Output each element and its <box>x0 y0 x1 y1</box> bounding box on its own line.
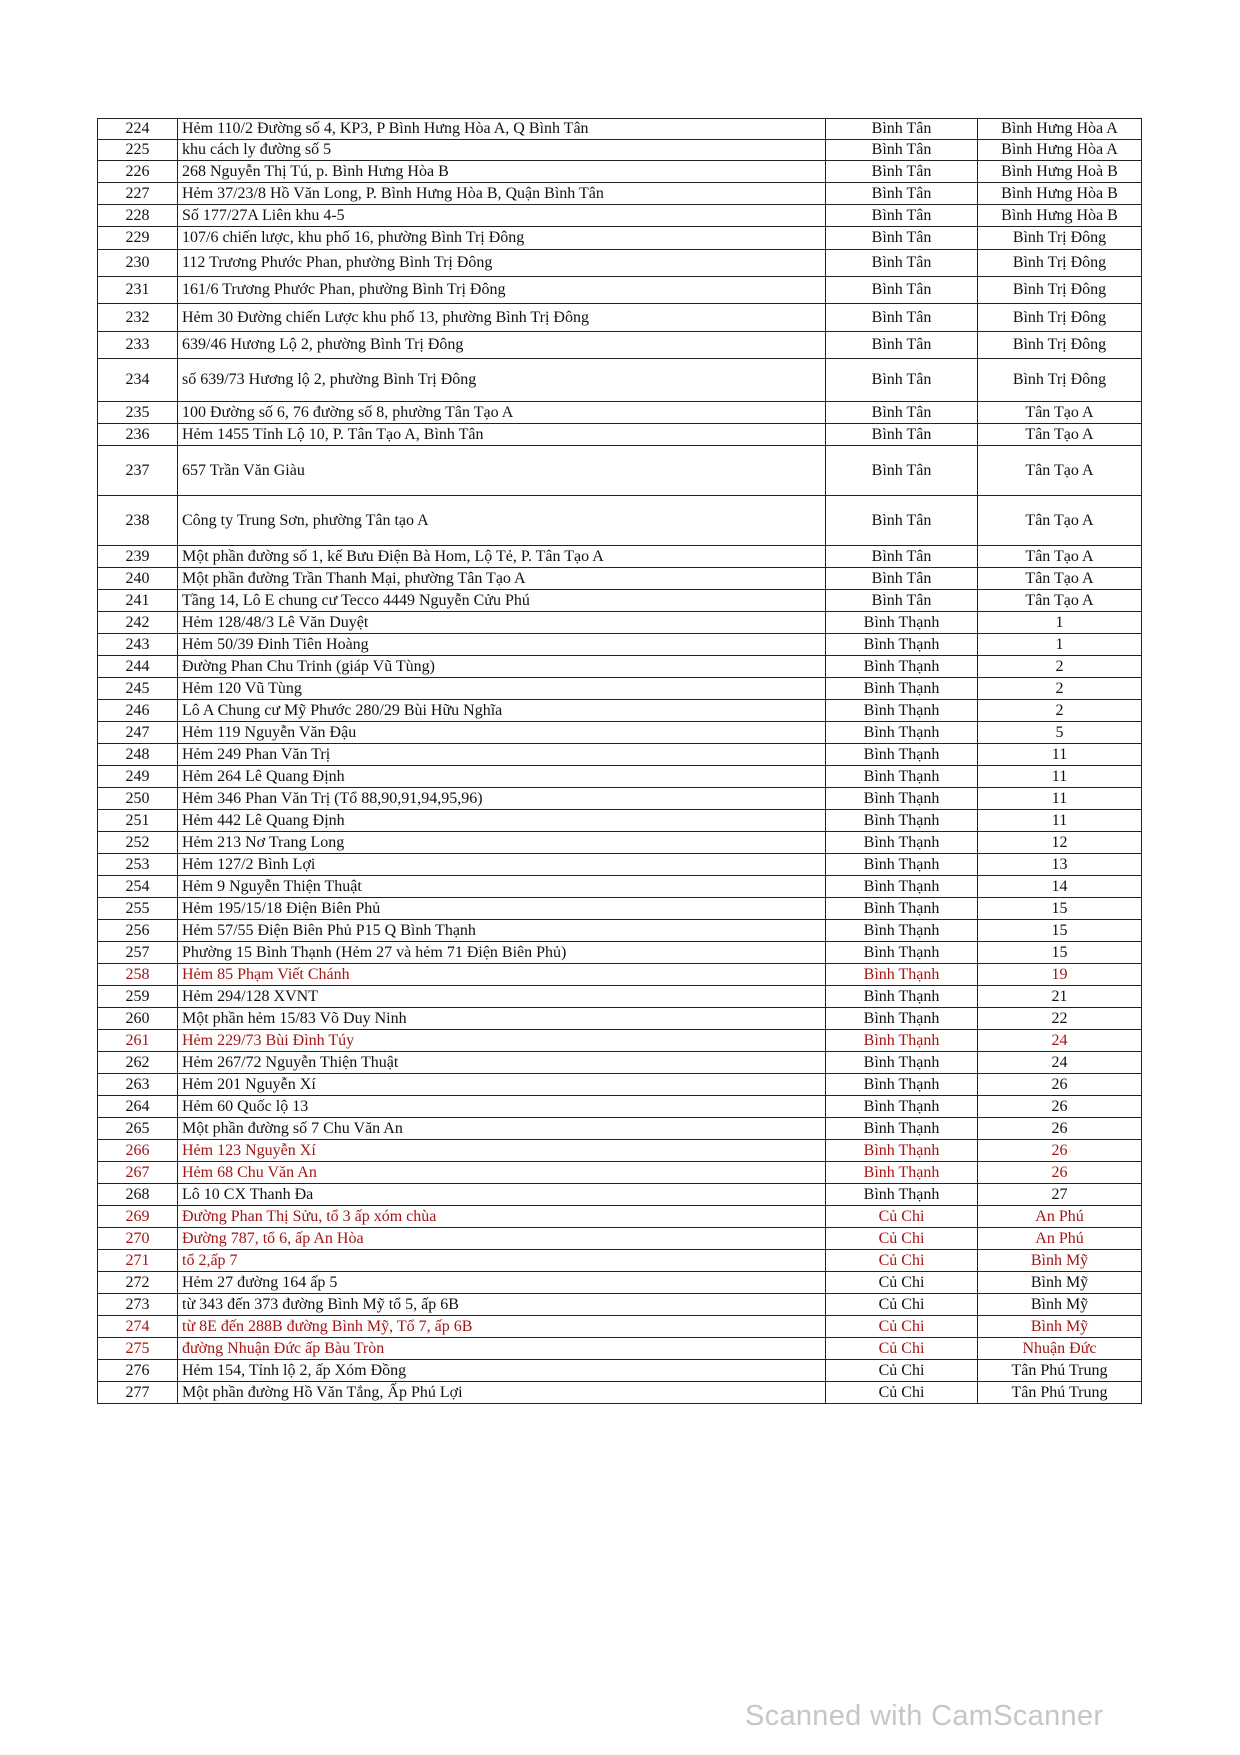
row-ward: Bình Hưng Hòa B <box>978 205 1142 227</box>
table-row <box>98 656 1142 678</box>
row-address: Hẻm 120 Vũ Tùng <box>178 678 826 700</box>
table-row <box>98 1316 1142 1338</box>
row-ward: 26 <box>978 1162 1142 1184</box>
row-district: Bình Thạnh <box>826 964 978 986</box>
row-number: 226 <box>98 161 178 183</box>
row-ward: Bình Hưng Hòa A <box>978 119 1142 140</box>
row-district: Bình Thạnh <box>826 1096 978 1118</box>
table-row <box>98 766 1142 788</box>
row-district: Bình Thạnh <box>826 1052 978 1074</box>
table-row <box>98 1074 1142 1096</box>
row-number: 236 <box>98 424 178 446</box>
table-row <box>98 722 1142 744</box>
row-address: 639/46 Hương Lộ 2, phường Bình Trị Đông <box>178 332 826 359</box>
row-ward: Tân Tạo A <box>978 496 1142 546</box>
row-address: Hẻm 119 Nguyễn Văn Đậu <box>178 722 826 744</box>
row-district: Bình Tân <box>826 546 978 568</box>
row-address: Hẻm 128/48/3 Lê Văn Duyệt <box>178 612 826 634</box>
row-address: Đường 787, tổ 6, ấp An Hòa <box>178 1228 826 1250</box>
row-number: 251 <box>98 810 178 832</box>
row-address: Hẻm 9 Nguyễn Thiện Thuật <box>178 876 826 898</box>
row-district: Bình Thạnh <box>826 1008 978 1030</box>
row-ward: 26 <box>978 1118 1142 1140</box>
row-ward: Bình Hưng Hòa B <box>978 183 1142 205</box>
table-row <box>98 876 1142 898</box>
row-address: Hẻm 127/2 Bình Lợi <box>178 854 826 876</box>
row-ward: Bình Hưng Hòa A <box>978 140 1142 161</box>
row-district: Bình Tân <box>826 496 978 546</box>
row-ward: 11 <box>978 810 1142 832</box>
row-ward: Bình Mỹ <box>978 1272 1142 1294</box>
row-district: Bình Tân <box>826 332 978 359</box>
table-row <box>98 1272 1142 1294</box>
row-number: 259 <box>98 986 178 1008</box>
row-number: 253 <box>98 854 178 876</box>
row-district: Bình Tân <box>826 359 978 402</box>
row-address: đường Nhuận Đức ấp Bàu Tròn <box>178 1338 826 1360</box>
table-row <box>98 1030 1142 1052</box>
row-district: Bình Thạnh <box>826 810 978 832</box>
row-address: 107/6 chiến lược, khu phố 16, phường Bình Trị Đông <box>178 227 826 250</box>
table-row <box>98 1206 1142 1228</box>
row-district: Bình Tân <box>826 119 978 140</box>
row-district: Bình Thạnh <box>826 656 978 678</box>
table-row <box>98 183 1142 205</box>
row-number: 254 <box>98 876 178 898</box>
row-ward: Bình Trị Đông <box>978 304 1142 332</box>
row-number: 239 <box>98 546 178 568</box>
table-row <box>98 119 1142 140</box>
table-row <box>98 1096 1142 1118</box>
row-ward: 11 <box>978 744 1142 766</box>
table-body <box>98 119 1142 1404</box>
row-number: 232 <box>98 304 178 332</box>
row-district: Bình Thạnh <box>826 1162 978 1184</box>
row-number: 247 <box>98 722 178 744</box>
table-row <box>98 810 1142 832</box>
row-district: Bình Thạnh <box>826 942 978 964</box>
row-number: 274 <box>98 1316 178 1338</box>
row-ward: Tân Tạo A <box>978 546 1142 568</box>
row-number: 224 <box>98 119 178 140</box>
row-district: Bình Tân <box>826 140 978 161</box>
row-ward: Tân Tạo A <box>978 568 1142 590</box>
row-ward: 22 <box>978 1008 1142 1030</box>
row-ward: An Phú <box>978 1228 1142 1250</box>
row-ward: Tân Tạo A <box>978 446 1142 496</box>
row-district: Bình Thạnh <box>826 854 978 876</box>
row-address: Hẻm 57/55 Điện Biên Phủ P15 Q Bình Thạnh <box>178 920 826 942</box>
row-number: 260 <box>98 1008 178 1030</box>
row-ward: Tân Phú Trung <box>978 1382 1142 1404</box>
row-ward: 2 <box>978 700 1142 722</box>
table-row <box>98 832 1142 854</box>
row-address: Hẻm 267/72 Nguyễn Thiện Thuật <box>178 1052 826 1074</box>
row-address: Hẻm 85 Phạm Viết Chánh <box>178 964 826 986</box>
row-address: 161/6 Trương Phước Phan, phường Bình Trị Đông <box>178 277 826 304</box>
row-district: Bình Thạnh <box>826 788 978 810</box>
row-number: 237 <box>98 446 178 496</box>
row-number: 261 <box>98 1030 178 1052</box>
row-district: Bình Thạnh <box>826 920 978 942</box>
row-district: Củ Chi <box>826 1338 978 1360</box>
row-ward: Nhuận Đức <box>978 1338 1142 1360</box>
row-district: Củ Chi <box>826 1228 978 1250</box>
row-ward: 13 <box>978 854 1142 876</box>
row-address: Một phần đường Hồ Văn Tắng, Ấp Phú Lợi <box>178 1382 826 1404</box>
row-district: Bình Tân <box>826 304 978 332</box>
row-address: Đường Phan Chu Trinh (giáp Vũ Tùng) <box>178 656 826 678</box>
row-address: Hẻm 123 Nguyễn Xí <box>178 1140 826 1162</box>
row-ward: Bình Trị Đông <box>978 359 1142 402</box>
row-ward: 14 <box>978 876 1142 898</box>
row-ward: 15 <box>978 920 1142 942</box>
row-district: Củ Chi <box>826 1294 978 1316</box>
row-address: Hẻm 264 Lê Quang Định <box>178 766 826 788</box>
table-row <box>98 568 1142 590</box>
row-district: Bình Thạnh <box>826 766 978 788</box>
row-ward: 11 <box>978 788 1142 810</box>
row-district: Bình Thạnh <box>826 876 978 898</box>
row-number: 268 <box>98 1184 178 1206</box>
row-address: 100 Đường số 6, 76 đường số 8, phường Tân Tạo A <box>178 402 826 424</box>
row-number: 258 <box>98 964 178 986</box>
table-row <box>98 1360 1142 1382</box>
row-district: Bình Tân <box>826 161 978 183</box>
row-address: Tầng 14, Lô E chung cư Tecco 4449 Nguyễn Cửu Phú <box>178 590 826 612</box>
table-row <box>98 1140 1142 1162</box>
row-district: Bình Thạnh <box>826 1074 978 1096</box>
table-row <box>98 678 1142 700</box>
row-address: Hẻm 27 đường 164 ấp 5 <box>178 1272 826 1294</box>
row-number: 238 <box>98 496 178 546</box>
row-district: Bình Thạnh <box>826 1030 978 1052</box>
row-number: 233 <box>98 332 178 359</box>
row-district: Củ Chi <box>826 1272 978 1294</box>
table-row <box>98 1382 1142 1404</box>
row-address: Hẻm 346 Phan Văn Trị (Tổ 88,90,91,94,95,96) <box>178 788 826 810</box>
row-ward: Bình Trị Đông <box>978 227 1142 250</box>
row-ward: Bình Trị Đông <box>978 277 1142 304</box>
table-row <box>98 1294 1142 1316</box>
table-row <box>98 590 1142 612</box>
row-ward: Bình Trị Đông <box>978 332 1142 359</box>
table-row <box>98 986 1142 1008</box>
row-district: Bình Thạnh <box>826 700 978 722</box>
row-ward: Bình Hưng Hoà B <box>978 161 1142 183</box>
row-district: Củ Chi <box>826 1250 978 1272</box>
row-ward: 26 <box>978 1140 1142 1162</box>
row-address: Hẻm 60 Quốc lộ 13 <box>178 1096 826 1118</box>
row-address: Hẻm 195/15/18 Điện Biên Phủ <box>178 898 826 920</box>
row-district: Bình Tân <box>826 424 978 446</box>
table-row <box>98 788 1142 810</box>
row-address: Hẻm 37/23/8 Hồ Văn Long, P. Bình Hưng Hòa B, Quận Bình Tân <box>178 183 826 205</box>
row-ward: 19 <box>978 964 1142 986</box>
row-district: Bình Thạnh <box>826 722 978 744</box>
row-ward: Bình Trị Đông <box>978 250 1142 277</box>
table-row <box>98 546 1142 568</box>
row-district: Bình Thạnh <box>826 986 978 1008</box>
row-district: Bình Tân <box>826 402 978 424</box>
row-address: Hẻm 30 Đường chiến Lược khu phố 13, phường Bình Trị Đông <box>178 304 826 332</box>
row-ward: 27 <box>978 1184 1142 1206</box>
table-row <box>98 205 1142 227</box>
table-row <box>98 854 1142 876</box>
table-row <box>98 942 1142 964</box>
table-row <box>98 964 1142 986</box>
row-address: Hẻm 110/2 Đường số 4, KP3, P Bình Hưng Hòa A, Q Bình Tân <box>178 119 826 140</box>
row-ward: 26 <box>978 1074 1142 1096</box>
row-number: 241 <box>98 590 178 612</box>
row-number: 228 <box>98 205 178 227</box>
row-ward: 21 <box>978 986 1142 1008</box>
row-number: 257 <box>98 942 178 964</box>
row-address: Phường 15 Bình Thạnh (Hẻm 27 và hẻm 71 Điện Biên Phủ) <box>178 942 826 964</box>
row-address: Lô A Chung cư Mỹ Phước 280/29 Bùi Hữu Nghĩa <box>178 700 826 722</box>
table-row <box>98 612 1142 634</box>
row-number: 272 <box>98 1272 178 1294</box>
row-district: Bình Tân <box>826 227 978 250</box>
row-number: 229 <box>98 227 178 250</box>
row-number: 269 <box>98 1206 178 1228</box>
row-ward: Bình Mỹ <box>978 1316 1142 1338</box>
row-ward: 12 <box>978 832 1142 854</box>
row-address: khu cách ly đường số 5 <box>178 140 826 161</box>
row-address: Số 177/27A Liên khu 4-5 <box>178 205 826 227</box>
row-number: 235 <box>98 402 178 424</box>
row-number: 262 <box>98 1052 178 1074</box>
row-address: Hẻm 249 Phan Văn Trị <box>178 744 826 766</box>
row-district: Bình Thạnh <box>826 1140 978 1162</box>
row-address: 112 Trương Phước Phan, phường Bình Trị Đông <box>178 250 826 277</box>
table-row <box>98 227 1142 250</box>
row-district: Bình Thạnh <box>826 832 978 854</box>
row-district: Bình Tân <box>826 568 978 590</box>
row-ward: 15 <box>978 942 1142 964</box>
row-number: 227 <box>98 183 178 205</box>
row-number: 252 <box>98 832 178 854</box>
table-row <box>98 1052 1142 1074</box>
row-ward: 26 <box>978 1096 1142 1118</box>
row-address: Đường Phan Thị Sửu, tổ 3 ấp xóm chùa <box>178 1206 826 1228</box>
row-number: 230 <box>98 250 178 277</box>
row-ward: Tân Tạo A <box>978 402 1142 424</box>
row-address: 657 Trần Văn Giàu <box>178 446 826 496</box>
row-address: Một phần đường số 7 Chu Văn An <box>178 1118 826 1140</box>
row-number: 244 <box>98 656 178 678</box>
row-number: 249 <box>98 766 178 788</box>
table-row <box>98 1162 1142 1184</box>
row-district: Bình Tân <box>826 205 978 227</box>
row-address: từ 8E đến 288B đường Bình Mỹ, Tổ 7, ấp 6B <box>178 1316 826 1338</box>
row-address: Một phần đường số 1, kế Bưu Điện Bà Hom, Lộ Tẻ, P. Tân Tạo A <box>178 546 826 568</box>
row-district: Bình Thạnh <box>826 898 978 920</box>
row-ward: 2 <box>978 678 1142 700</box>
table-row <box>98 700 1142 722</box>
table-row <box>98 1118 1142 1140</box>
row-number: 266 <box>98 1140 178 1162</box>
row-address: từ 343 đến 373 đường Bình Mỹ tổ 5, ấp 6B <box>178 1294 826 1316</box>
row-district: Củ Chi <box>826 1382 978 1404</box>
row-number: 246 <box>98 700 178 722</box>
row-address: Hẻm 68 Chu Văn An <box>178 1162 826 1184</box>
row-number: 264 <box>98 1096 178 1118</box>
row-district: Bình Tân <box>826 183 978 205</box>
row-ward: An Phú <box>978 1206 1142 1228</box>
row-ward: 24 <box>978 1052 1142 1074</box>
row-address: 268 Nguyễn Thị Tú, p. Bình Hưng Hòa B <box>178 161 826 183</box>
row-number: 273 <box>98 1294 178 1316</box>
row-number: 240 <box>98 568 178 590</box>
camscanner-watermark: Scanned with CamScanner <box>745 1700 1104 1732</box>
row-number: 243 <box>98 634 178 656</box>
row-address: Một phần đường Trần Thanh Mại, phường Tân Tạo A <box>178 568 826 590</box>
row-address: Hẻm 213 Nơ Trang Long <box>178 832 826 854</box>
row-address: Hẻm 50/39 Đinh Tiên Hoàng <box>178 634 826 656</box>
row-district: Bình Thạnh <box>826 678 978 700</box>
row-number: 275 <box>98 1338 178 1360</box>
table-row <box>98 496 1142 546</box>
table-row <box>98 424 1142 446</box>
table-row <box>98 359 1142 402</box>
table-row <box>98 402 1142 424</box>
row-district: Bình Tân <box>826 590 978 612</box>
row-district: Củ Chi <box>826 1316 978 1338</box>
table-row <box>98 1184 1142 1206</box>
row-district: Bình Thạnh <box>826 744 978 766</box>
row-number: 242 <box>98 612 178 634</box>
row-ward: 5 <box>978 722 1142 744</box>
row-district: Bình Thạnh <box>826 634 978 656</box>
row-ward: Bình Mỹ <box>978 1250 1142 1272</box>
table-row <box>98 744 1142 766</box>
row-ward: Tân Phú Trung <box>978 1360 1142 1382</box>
row-district: Bình Thạnh <box>826 1118 978 1140</box>
row-number: 225 <box>98 140 178 161</box>
row-number: 245 <box>98 678 178 700</box>
row-ward: 24 <box>978 1030 1142 1052</box>
row-ward: 1 <box>978 612 1142 634</box>
row-district: Bình Thạnh <box>826 1184 978 1206</box>
table-row <box>98 140 1142 161</box>
table-row <box>98 161 1142 183</box>
table-row <box>98 446 1142 496</box>
table-row <box>98 1228 1142 1250</box>
row-address: số 639/73 Hương lộ 2, phường Bình Trị Đông <box>178 359 826 402</box>
row-number: 263 <box>98 1074 178 1096</box>
table-row <box>98 304 1142 332</box>
row-district: Củ Chi <box>826 1206 978 1228</box>
row-number: 270 <box>98 1228 178 1250</box>
table-row <box>98 277 1142 304</box>
row-number: 271 <box>98 1250 178 1272</box>
table-row <box>98 634 1142 656</box>
row-ward: 1 <box>978 634 1142 656</box>
row-district: Củ Chi <box>826 1360 978 1382</box>
row-number: 234 <box>98 359 178 402</box>
table-row <box>98 898 1142 920</box>
row-ward: Tân Tạo A <box>978 590 1142 612</box>
row-ward: Bình Mỹ <box>978 1294 1142 1316</box>
row-ward: 11 <box>978 766 1142 788</box>
row-number: 248 <box>98 744 178 766</box>
row-ward: 15 <box>978 898 1142 920</box>
row-district: Bình Thạnh <box>826 612 978 634</box>
row-address: Hẻm 229/73 Bùi Đình Túy <box>178 1030 826 1052</box>
row-address: Lô 10 CX Thanh Đa <box>178 1184 826 1206</box>
row-number: 250 <box>98 788 178 810</box>
row-number: 256 <box>98 920 178 942</box>
row-number: 276 <box>98 1360 178 1382</box>
row-district: Bình Tân <box>826 277 978 304</box>
row-ward: Tân Tạo A <box>978 424 1142 446</box>
table-row <box>98 1008 1142 1030</box>
row-number: 255 <box>98 898 178 920</box>
row-address: Một phần hẻm 15/83 Võ Duy Ninh <box>178 1008 826 1030</box>
row-ward: 2 <box>978 656 1142 678</box>
table-row <box>98 920 1142 942</box>
row-address: Hẻm 442 Lê Quang Định <box>178 810 826 832</box>
row-address: Hẻm 294/128 XVNT <box>178 986 826 1008</box>
row-address: Hẻm 1455 Tỉnh Lộ 10, P. Tân Tạo A, Bình Tân <box>178 424 826 446</box>
row-district: Bình Tân <box>826 446 978 496</box>
table-row <box>98 1250 1142 1272</box>
row-number: 267 <box>98 1162 178 1184</box>
row-address: Hẻm 201 Nguyễn Xí <box>178 1074 826 1096</box>
address-table <box>97 118 1142 1404</box>
table-row <box>98 1338 1142 1360</box>
row-number: 277 <box>98 1382 178 1404</box>
table-row <box>98 250 1142 277</box>
row-address: Công ty Trung Sơn, phường Tân tạo A <box>178 496 826 546</box>
row-number: 231 <box>98 277 178 304</box>
table-row <box>98 332 1142 359</box>
row-address: Hẻm 154, Tỉnh lộ 2, ấp Xóm Đồng <box>178 1360 826 1382</box>
row-address: tổ 2,ấp 7 <box>178 1250 826 1272</box>
row-number: 265 <box>98 1118 178 1140</box>
row-district: Bình Tân <box>826 250 978 277</box>
